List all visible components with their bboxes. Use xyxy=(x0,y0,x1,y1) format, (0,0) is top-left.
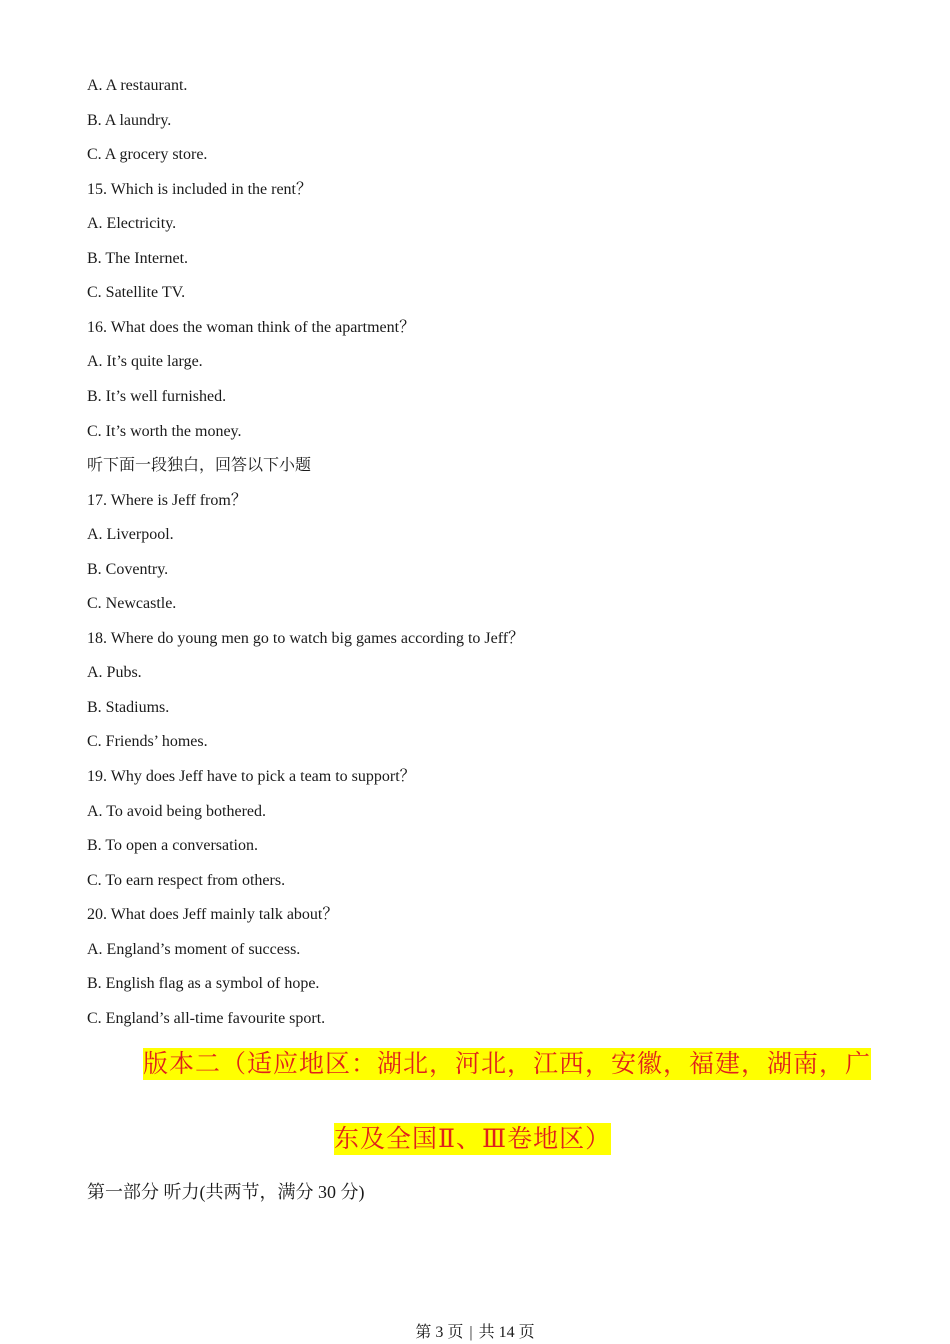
answer-option: C. Newcastle. xyxy=(87,595,177,613)
section-title: 第一部分 听力(共两节，满分 30 分) xyxy=(87,1182,365,1202)
answer-option: B. English flag as a symbol of hope. xyxy=(87,975,320,993)
question-stem: 18. Where do young men go to watch big games according to Jeff？ xyxy=(87,629,525,647)
answer-option: B. The Internet. xyxy=(87,249,189,267)
question-stem: 15. Which is included in the rent？ xyxy=(87,180,312,198)
answer-option: B. Stadiums. xyxy=(87,698,170,716)
page-footer xyxy=(0,1323,950,1343)
question-stem: 20. What does Jeff mainly talk about？ xyxy=(87,906,339,924)
version-heading-line-1: 版本二（适应地区：湖北，河北，江西，安徽，福建，湖南，广 xyxy=(143,1049,872,1078)
question-stem: 17. Where is Jeff from？ xyxy=(87,491,247,509)
answer-option: C. It’s worth the money. xyxy=(87,422,242,440)
version-heading-line-2: 东及全国Ⅱ、Ⅲ卷地区） xyxy=(334,1124,612,1153)
answer-option: A. England’s moment of success. xyxy=(87,940,301,958)
answer-option: B. A laundry. xyxy=(87,111,172,129)
answer-option: B. It’s well furnished. xyxy=(87,387,227,405)
answer-option: C. A grocery store. xyxy=(87,146,208,164)
answer-option: A. To avoid being bothered. xyxy=(87,802,266,820)
answer-option: C. To earn respect from others. xyxy=(87,871,286,889)
answer-option: A. Electricity. xyxy=(87,215,177,233)
section-instruction: 听下面一段独白，回答以下小题 xyxy=(87,457,312,475)
answer-option: A. A restaurant. xyxy=(87,77,188,94)
answer-option: A. Pubs. xyxy=(87,664,142,682)
question-stem: 16. What does the woman think of the apartment？ xyxy=(87,318,416,336)
answer-option: B. Coventry. xyxy=(87,560,169,578)
answer-option: A. Liverpool. xyxy=(87,526,174,544)
footer-separator: | xyxy=(469,1324,473,1341)
answer-option: C. England’s all-time favourite sport. xyxy=(87,1009,326,1027)
answer-option: C. Satellite TV. xyxy=(87,284,186,302)
answer-option: C. Friends’ homes. xyxy=(87,733,208,751)
total-pages-label: 共 14 页 xyxy=(478,1324,535,1341)
answer-option: B. To open a conversation. xyxy=(87,837,258,855)
current-page-label: 第 3 页 xyxy=(415,1324,464,1341)
question-stem: 19. Why does Jeff have to pick a team to support？ xyxy=(87,768,416,785)
answer-option: A. It’s quite large. xyxy=(87,353,203,371)
